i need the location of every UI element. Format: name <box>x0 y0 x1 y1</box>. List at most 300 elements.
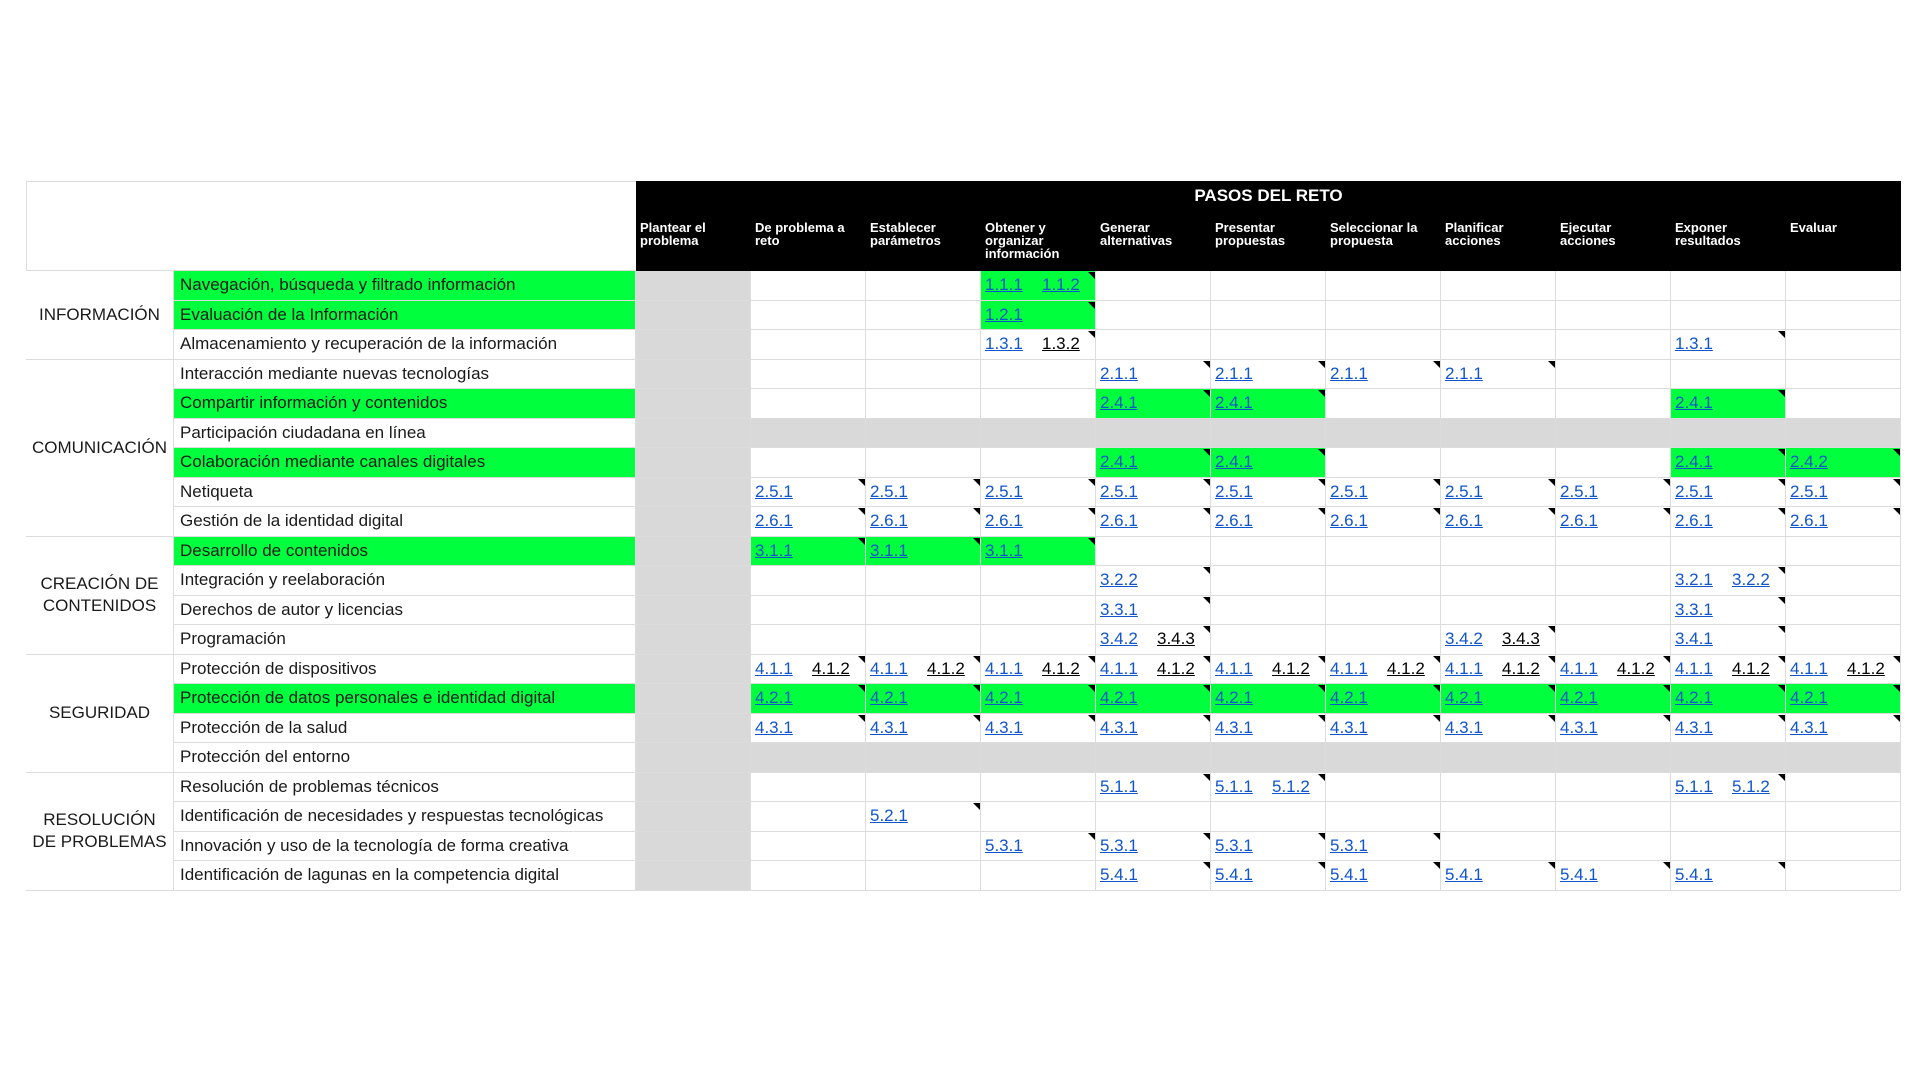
competence-link[interactable]: 3.4.3 <box>1157 629 1195 648</box>
matrix-cell <box>636 389 751 419</box>
comment-marker-icon <box>1548 479 1555 486</box>
matrix-cell <box>981 802 1096 832</box>
matrix-cell <box>866 330 981 360</box>
matrix-cell <box>981 773 1096 803</box>
competence-link[interactable]: 2.4.1 <box>1100 393 1138 412</box>
competence-link[interactable]: 2.5.1 <box>1215 481 1253 501</box>
competence-link[interactable]: 2.6.1 <box>1100 511 1138 530</box>
comment-marker-icon <box>1318 774 1325 781</box>
matrix-cell <box>1556 743 1671 773</box>
competence-link[interactable]: 4.3.1 <box>1790 717 1828 737</box>
matrix-cell <box>866 271 981 301</box>
matrix-cell <box>1556 301 1671 331</box>
matrix-cell <box>636 360 751 390</box>
matrix-cell <box>866 773 981 803</box>
competence-link[interactable]: 3.2.1 <box>1675 570 1713 589</box>
matrix-cell <box>866 832 981 862</box>
matrix-cell <box>1326 271 1441 301</box>
competence-link[interactable]: 2.5.1 <box>1560 481 1598 501</box>
competence-link[interactable]: 5.4.1 <box>1100 865 1138 884</box>
area-label: RESOLUCIÓN DE PROBLEMAS <box>26 773 174 891</box>
matrix-cell <box>636 596 751 626</box>
comment-marker-icon <box>1318 361 1325 368</box>
competence-link[interactable]: 4.3.1 <box>1330 717 1368 737</box>
matrix-cell <box>1326 566 1441 596</box>
matrix-cell <box>1786 330 1901 360</box>
competence-link[interactable]: 4.1.1 <box>1790 658 1828 678</box>
comment-marker-icon <box>1548 626 1555 633</box>
competence-link[interactable]: 4.2.1 <box>1215 688 1253 707</box>
competence-link[interactable]: 5.4.1 <box>1215 865 1253 884</box>
comment-marker-icon <box>1663 685 1670 692</box>
competence-label: Protección del entorno <box>174 743 636 773</box>
competence-link[interactable]: 4.3.1 <box>1675 717 1713 737</box>
matrix-cell <box>751 360 866 390</box>
matrix-cell <box>636 802 751 832</box>
comment-marker-icon <box>1548 508 1555 515</box>
competence-link[interactable]: 3.1.1 <box>985 540 1023 560</box>
competence-link[interactable]: 1.2.1 <box>985 304 1023 324</box>
competence-link[interactable]: 2.1.1 <box>1100 363 1138 383</box>
matrix-cell <box>866 596 981 626</box>
matrix-cell <box>1786 566 1901 596</box>
comment-marker-icon <box>973 508 980 515</box>
competence-link[interactable]: 3.3.1 <box>1100 599 1138 619</box>
competence-link[interactable]: 4.3.1 <box>1215 717 1253 737</box>
matrix-cell <box>751 625 866 655</box>
comment-marker-icon <box>973 538 980 545</box>
matrix-cell <box>1211 802 1326 832</box>
comment-marker-icon <box>1778 567 1785 574</box>
matrix-cell <box>981 419 1096 449</box>
competence-link[interactable]: 5.1.1 <box>1675 776 1713 796</box>
competence-link[interactable]: 2.6.1 <box>755 511 793 530</box>
matrix-cell <box>636 714 751 744</box>
comment-marker-icon <box>1088 656 1095 663</box>
comment-marker-icon <box>1088 479 1095 486</box>
competence-link[interactable]: 4.1.2 <box>1617 658 1655 678</box>
comment-marker-icon <box>1433 361 1440 368</box>
comment-marker-icon <box>858 656 865 663</box>
competence-link[interactable]: 4.1.2 <box>1732 658 1770 678</box>
competence-link[interactable]: 4.1.1 <box>1100 658 1138 678</box>
competence-link[interactable]: 4.1.2 <box>927 658 965 678</box>
matrix-cell <box>1326 448 1441 478</box>
matrix-cell <box>1441 301 1556 331</box>
competence-link[interactable]: 5.4.1 <box>1330 865 1368 884</box>
competence-link[interactable]: 4.2.1 <box>1330 688 1368 707</box>
matrix-cell <box>1556 389 1671 419</box>
step-header: Presentar propuestas <box>1211 211 1326 271</box>
competence-link[interactable]: 5.4.1 <box>1675 865 1713 884</box>
matrix-cell <box>1441 448 1556 478</box>
matrix-cell <box>1441 743 1556 773</box>
matrix-cell <box>1441 537 1556 567</box>
matrix-cell <box>1556 360 1671 390</box>
competence-link[interactable]: 2.5.1 <box>1675 481 1713 501</box>
competence-link[interactable]: 4.2.1 <box>1790 688 1828 707</box>
competence-link[interactable]: 4.1.1 <box>1215 658 1253 678</box>
matrix-cell <box>1326 330 1441 360</box>
comment-marker-icon <box>1778 597 1785 604</box>
comment-marker-icon <box>1203 597 1210 604</box>
comment-marker-icon <box>973 803 980 810</box>
competence-link[interactable]: 4.1.1 <box>870 658 908 678</box>
matrix-cell <box>866 360 981 390</box>
matrix-cell <box>1786 271 1901 301</box>
competence-link[interactable]: 1.1.2 <box>1042 275 1080 294</box>
matrix-cell <box>636 478 751 508</box>
matrix-cell <box>1326 419 1441 449</box>
competence-label: Interacción mediante nuevas tecnologías <box>174 360 636 390</box>
step-header: Establecer parámetros <box>866 211 981 271</box>
matrix-cell <box>866 861 981 891</box>
competence-link[interactable]: 4.1.1 <box>1445 658 1483 678</box>
matrix-cell <box>1211 330 1326 360</box>
competence-link[interactable]: 5.1.1 <box>1100 776 1138 796</box>
matrix-cell <box>981 389 1096 419</box>
matrix-cell <box>751 861 866 891</box>
competence-link[interactable]: 4.2.1 <box>1100 688 1138 707</box>
competence-link[interactable]: 2.6.1 <box>1445 511 1483 530</box>
competence-link[interactable]: 2.6.1 <box>985 511 1023 530</box>
steps-title: PASOS DEL RETO <box>636 181 1901 211</box>
competence-link[interactable]: 2.6.1 <box>1330 511 1368 530</box>
area-label: SEGURIDAD <box>26 655 174 773</box>
comment-marker-icon <box>1088 833 1095 840</box>
comment-marker-icon <box>1088 302 1095 309</box>
competence-link[interactable]: 3.1.1 <box>870 540 908 560</box>
competence-link[interactable]: 2.4.1 <box>1215 393 1253 412</box>
competence-link[interactable]: 4.1.2 <box>1042 658 1080 678</box>
comment-marker-icon <box>1778 331 1785 338</box>
competence-link[interactable]: 4.2.1 <box>870 688 908 707</box>
competence-link[interactable]: 4.3.1 <box>985 717 1023 737</box>
comment-marker-icon <box>1433 715 1440 722</box>
matrix-cell <box>1671 537 1786 567</box>
comment-marker-icon <box>1318 656 1325 663</box>
comment-marker-icon <box>1318 508 1325 515</box>
matrix-cell <box>636 832 751 862</box>
comment-marker-icon <box>1778 862 1785 869</box>
matrix-cell <box>1326 301 1441 331</box>
matrix-cell <box>1556 566 1671 596</box>
competence-link[interactable]: 4.2.1 <box>1675 688 1713 707</box>
matrix-cell <box>1441 566 1556 596</box>
matrix-cell <box>1671 271 1786 301</box>
competence-link[interactable]: 4.1.2 <box>1502 658 1540 678</box>
matrix-cell <box>636 330 751 360</box>
competence-link[interactable]: 1.3.1 <box>985 334 1023 353</box>
competence-link[interactable]: 1.1.1 <box>985 275 1023 294</box>
comment-marker-icon <box>1318 685 1325 692</box>
matrix-cell <box>751 773 866 803</box>
matrix-cell <box>866 566 981 596</box>
comment-marker-icon <box>1318 390 1325 397</box>
matrix-cell <box>1096 537 1211 567</box>
comment-marker-icon <box>1663 862 1670 869</box>
matrix-cell <box>981 360 1096 390</box>
competence-matrix <box>26 181 1904 893</box>
matrix-cell <box>1556 596 1671 626</box>
comment-marker-icon <box>1433 833 1440 840</box>
competence-link[interactable]: 2.6.1 <box>870 511 908 530</box>
competence-link[interactable]: 4.2.1 <box>755 688 793 707</box>
comment-marker-icon <box>1663 656 1670 663</box>
matrix-cell <box>1556 419 1671 449</box>
comment-marker-icon <box>973 685 980 692</box>
matrix-cell <box>1786 596 1901 626</box>
competence-link[interactable]: 4.3.1 <box>755 717 793 737</box>
competence-link[interactable]: 2.5.1 <box>870 481 908 501</box>
competence-label: Almacenamiento y recuperación de la información <box>174 330 636 360</box>
matrix-cell <box>1211 596 1326 626</box>
matrix-cell <box>1211 743 1326 773</box>
competence-link[interactable]: 4.2.1 <box>985 688 1023 707</box>
matrix-cell <box>866 448 981 478</box>
competence-link[interactable]: 2.6.1 <box>1560 511 1598 530</box>
step-header: Exponer resultados <box>1671 211 1786 271</box>
matrix-cell <box>1786 389 1901 419</box>
matrix-cell <box>751 448 866 478</box>
competence-label: Navegación, búsqueda y filtrado información <box>174 271 636 301</box>
matrix-cell <box>866 743 981 773</box>
comment-marker-icon <box>1088 538 1095 545</box>
comment-marker-icon <box>1433 508 1440 515</box>
matrix-cell <box>1786 625 1901 655</box>
matrix-cell <box>1671 743 1786 773</box>
competence-link[interactable]: 1.3.2 <box>1042 334 1080 353</box>
matrix-cell <box>1211 625 1326 655</box>
step-header: Generar alternativas <box>1096 211 1211 271</box>
competence-link[interactable]: 4.1.1 <box>755 658 793 678</box>
competence-link[interactable]: 2.5.1 <box>1100 481 1138 501</box>
step-header: Seleccionar la propuesta <box>1326 211 1441 271</box>
matrix-cell <box>751 330 866 360</box>
competence-link[interactable]: 5.4.1 <box>1445 865 1483 884</box>
comment-marker-icon <box>1433 685 1440 692</box>
competence-link[interactable]: 2.4.2 <box>1790 452 1828 471</box>
competence-link[interactable]: 4.1.1 <box>1560 658 1598 678</box>
matrix-cell <box>1556 448 1671 478</box>
step-header: Obtener y organizar información <box>981 211 1096 271</box>
comment-marker-icon <box>1778 479 1785 486</box>
matrix-cell <box>1556 802 1671 832</box>
matrix-cell <box>1441 596 1556 626</box>
competence-link[interactable]: 2.4.1 <box>1215 452 1253 471</box>
competence-link[interactable]: 5.3.1 <box>1215 835 1253 855</box>
competence-link[interactable]: 3.2.2 <box>1100 570 1138 589</box>
competence-link[interactable]: 4.3.1 <box>1100 717 1138 737</box>
competence-link[interactable]: 4.1.2 <box>1272 658 1310 678</box>
matrix-cell <box>981 625 1096 655</box>
competence-link[interactable]: 5.3.1 <box>1330 835 1368 855</box>
competence-link[interactable]: 4.3.1 <box>1445 717 1483 737</box>
comment-marker-icon <box>1778 449 1785 456</box>
competence-link[interactable]: 5.2.1 <box>870 806 908 825</box>
matrix-cell <box>866 625 981 655</box>
competence-link[interactable]: 4.1.1 <box>1675 658 1713 678</box>
matrix-cell <box>1786 861 1901 891</box>
matrix-cell <box>1556 537 1671 567</box>
competence-link[interactable]: 2.5.1 <box>1790 481 1828 501</box>
competence-link[interactable]: 3.4.2 <box>1445 629 1483 648</box>
area-label: INFORMACIÓN <box>26 271 174 360</box>
area-label: CREACIÓN DE CONTENIDOS <box>26 537 174 655</box>
matrix-cell <box>1441 330 1556 360</box>
step-header: Planificar acciones <box>1441 211 1556 271</box>
comment-marker-icon <box>858 538 865 545</box>
matrix-cell <box>1211 566 1326 596</box>
competence-link[interactable]: 4.1.1 <box>985 658 1023 678</box>
competence-link[interactable]: 4.1.2 <box>812 658 850 678</box>
comment-marker-icon <box>1893 656 1900 663</box>
competence-link[interactable]: 4.1.2 <box>1157 658 1195 678</box>
competence-label: Innovación y uso de la tecnología de forma creativa <box>174 832 636 862</box>
comment-marker-icon <box>1203 685 1210 692</box>
competence-link[interactable]: 2.4.1 <box>1100 452 1138 471</box>
competence-link[interactable]: 3.1.1 <box>755 540 793 560</box>
matrix-cell <box>1671 832 1786 862</box>
comment-marker-icon <box>1893 479 1900 486</box>
matrix-cell <box>981 596 1096 626</box>
matrix-cell <box>981 566 1096 596</box>
competence-link[interactable]: 5.1.2 <box>1272 776 1310 796</box>
competence-link[interactable]: 4.2.1 <box>1445 688 1483 707</box>
comment-marker-icon <box>973 479 980 486</box>
comment-marker-icon <box>1778 656 1785 663</box>
comment-marker-icon <box>1203 508 1210 515</box>
competence-link[interactable]: 2.5.1 <box>755 481 793 501</box>
matrix-cell <box>1441 802 1556 832</box>
competence-link[interactable]: 3.4.1 <box>1675 629 1713 648</box>
area-label: COMUNICACIÓN <box>26 360 174 537</box>
competence-link[interactable]: 2.5.1 <box>1445 481 1483 501</box>
comment-marker-icon <box>1088 715 1095 722</box>
competence-link[interactable]: 3.2.2 <box>1732 570 1770 589</box>
competence-link[interactable]: 2.1.1 <box>1330 363 1368 383</box>
competence-link[interactable]: 2.6.1 <box>1790 511 1828 530</box>
matrix-cell <box>981 861 1096 891</box>
comment-marker-icon <box>1318 862 1325 869</box>
competence-label: Evaluación de la Información <box>174 301 636 331</box>
comment-marker-icon <box>1778 626 1785 633</box>
matrix-cell <box>751 832 866 862</box>
competence-link[interactable]: 3.3.1 <box>1675 599 1713 619</box>
matrix-cell <box>1211 271 1326 301</box>
competence-label: Protección de la salud <box>174 714 636 744</box>
competence-link[interactable]: 2.1.1 <box>1445 363 1483 383</box>
competence-label: Compartir información y contenidos <box>174 389 636 419</box>
matrix-cell <box>1441 832 1556 862</box>
matrix-cell <box>1096 301 1211 331</box>
competence-label: Derechos de autor y licencias <box>174 596 636 626</box>
competence-link[interactable]: 2.1.1 <box>1215 363 1253 383</box>
matrix-cell <box>1326 743 1441 773</box>
competence-label: Resolución de problemas técnicos <box>174 773 636 803</box>
competence-link[interactable]: 1.3.1 <box>1675 334 1713 353</box>
matrix-cell <box>1096 271 1211 301</box>
comment-marker-icon <box>1318 715 1325 722</box>
comment-marker-icon <box>1778 774 1785 781</box>
step-header: Evaluar <box>1786 211 1901 271</box>
matrix-cell <box>1096 419 1211 449</box>
comment-marker-icon <box>1088 685 1095 692</box>
competence-link[interactable]: 2.4.1 <box>1675 393 1713 412</box>
competence-link[interactable]: 5.3.1 <box>985 835 1023 855</box>
competence-label: Desarrollo de contenidos <box>174 537 636 567</box>
matrix-cell <box>1326 389 1441 419</box>
competence-link[interactable]: 5.4.1 <box>1560 865 1598 884</box>
matrix-cell <box>1326 802 1441 832</box>
competence-link[interactable]: 5.3.1 <box>1100 835 1138 855</box>
comment-marker-icon <box>1548 361 1555 368</box>
competence-link[interactable]: 4.3.1 <box>870 717 908 737</box>
step-header: Plantear el problema <box>636 211 751 271</box>
matrix-cell <box>1211 301 1326 331</box>
competence-link[interactable]: 2.5.1 <box>1330 481 1368 501</box>
matrix-cell <box>751 389 866 419</box>
matrix-cell <box>751 802 866 832</box>
comment-marker-icon <box>1663 715 1670 722</box>
comment-marker-icon <box>1203 626 1210 633</box>
comment-marker-icon <box>858 715 865 722</box>
competence-link[interactable]: 2.6.1 <box>1215 511 1253 530</box>
competence-link[interactable]: 2.4.1 <box>1675 452 1713 471</box>
corner-blank <box>26 181 636 271</box>
comment-marker-icon <box>1088 331 1095 338</box>
matrix-cell <box>866 301 981 331</box>
matrix-cell <box>1326 596 1441 626</box>
comment-marker-icon <box>1893 508 1900 515</box>
matrix-cell <box>636 743 751 773</box>
matrix-cell <box>636 537 751 567</box>
competence-label: Gestión de la identidad digital <box>174 507 636 537</box>
competence-link[interactable]: 4.3.1 <box>1560 717 1598 737</box>
matrix-cell <box>1326 625 1441 655</box>
comment-marker-icon <box>973 656 980 663</box>
competence-link[interactable]: 4.2.1 <box>1560 688 1598 707</box>
competence-link[interactable]: 4.1.2 <box>1847 658 1885 678</box>
comment-marker-icon <box>1203 390 1210 397</box>
matrix-cell <box>636 861 751 891</box>
comment-marker-icon <box>1778 390 1785 397</box>
competence-link[interactable]: 5.1.2 <box>1732 776 1770 796</box>
comment-marker-icon <box>1433 479 1440 486</box>
competence-link[interactable]: 3.4.3 <box>1502 629 1540 648</box>
competence-link[interactable]: 3.4.2 <box>1100 629 1138 648</box>
competence-label: Identificación de necesidades y respuestas tecnológicas <box>174 802 636 832</box>
matrix-cell <box>1786 743 1901 773</box>
competence-link[interactable]: 5.1.1 <box>1215 776 1253 796</box>
comment-marker-icon <box>1203 862 1210 869</box>
matrix-cell <box>751 743 866 773</box>
comment-marker-icon <box>1318 479 1325 486</box>
comment-marker-icon <box>973 715 980 722</box>
competence-label: Participación ciudadana en línea <box>174 419 636 449</box>
competence-label: Colaboración mediante canales digitales <box>174 448 636 478</box>
matrix-cell <box>1556 773 1671 803</box>
matrix-cell <box>636 448 751 478</box>
comment-marker-icon <box>1778 685 1785 692</box>
matrix-cell <box>1671 360 1786 390</box>
competence-link[interactable]: 2.6.1 <box>1675 511 1713 530</box>
matrix-cell <box>636 419 751 449</box>
competence-link[interactable]: 4.1.1 <box>1330 658 1368 678</box>
competence-link[interactable]: 4.1.2 <box>1387 658 1425 678</box>
matrix-cell <box>866 419 981 449</box>
competence-link[interactable]: 2.5.1 <box>985 481 1023 501</box>
